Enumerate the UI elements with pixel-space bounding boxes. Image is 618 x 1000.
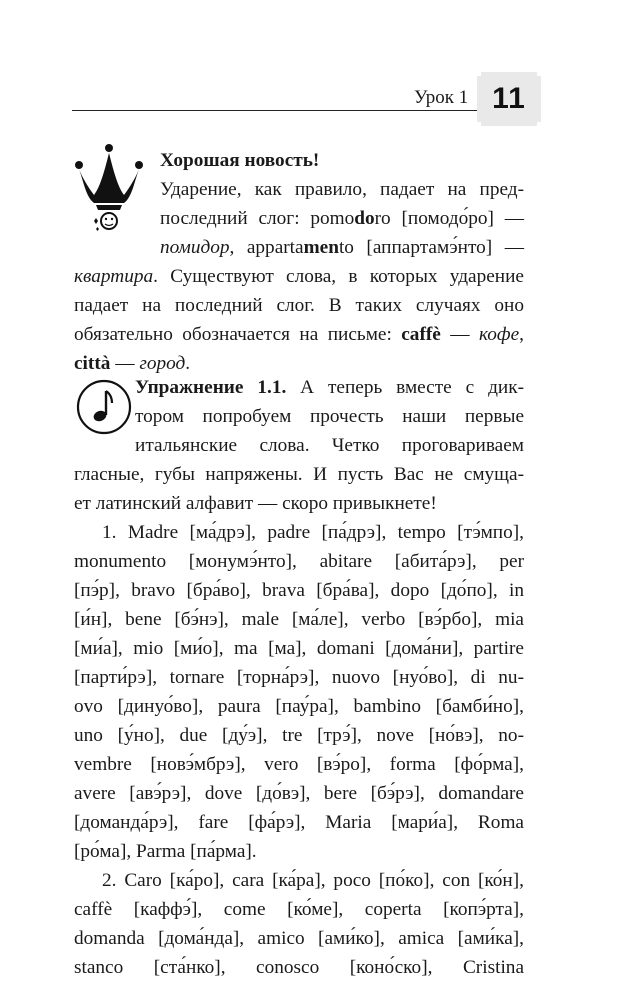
music-note-icon bbox=[76, 379, 132, 435]
list2-line: domanda [дома́нда], amico [ами́ко], amica [ами́ка], bbox=[74, 928, 524, 949]
list1-line: vembre [новэ́мбрэ], vero [вэ́ро], forma [фо́рма], bbox=[74, 754, 524, 775]
exercise-line-1: Упражнение 1.1. А теперь вместе с дик- bbox=[135, 377, 524, 398]
list1-line: [и́н], bene [бэ́нэ], male [ма́ле], verbo [вэ́рбо], mia bbox=[74, 609, 524, 630]
list1-line: 1. Madre [ма́дрэ], padre [па́дрэ], tempo [тэ́мпо], bbox=[102, 522, 524, 543]
list1-line: avere [авэ́рэ], dove [до́вэ], bere [бэ́рэ], domandare bbox=[74, 783, 524, 804]
page-number-box bbox=[477, 72, 541, 126]
note-line-3: помидор, appartamento [аппартамэ́нто] — bbox=[160, 237, 525, 258]
list1-line: monumento [монумэ́нто], abitare [абита́рэ], per bbox=[74, 551, 524, 572]
list1-line: ovo [динуо́во], paura [пау́ра], bambino [бамби́но], bbox=[74, 696, 524, 717]
list1-line: [доманда́рэ], fare [фа́рэ], Maria [мари́а], Roma bbox=[74, 812, 524, 833]
list2-line: stanco [ста́нко], conosco [коно́ско], Cristina bbox=[74, 957, 524, 978]
exercise-line-5: ет латинский алфавит — скоро привыкнете! bbox=[74, 493, 437, 514]
list2-line: caffè [каффэ́], come [ко́ме], coperta [копэ́рта], bbox=[74, 899, 524, 920]
exercise-line-3: итальянские слова. Четко проговариваем bbox=[135, 435, 524, 456]
header-rule bbox=[72, 110, 478, 111]
note-line-6: обязательно обозначается на письме: caffè — кофе, bbox=[74, 324, 524, 345]
page-number: 11 bbox=[492, 82, 526, 115]
exercise-line-2: тором попробуем прочесть наши первые bbox=[135, 406, 524, 427]
list1-line: uno [у́но], due [ду́э], tre [трэ́], nove [но́вэ], no- bbox=[74, 725, 524, 746]
list1-line: [ро́ма], Parma [па́рма]. bbox=[74, 841, 257, 862]
note-line-1: Ударение, как правило, падает на пред- bbox=[160, 179, 524, 200]
chapter-label: Урок 1 bbox=[414, 87, 469, 108]
note-line-4: квартира. Существуют слова, в которых ударение bbox=[74, 266, 524, 287]
list1-line: [ми́а], mio [ми́о], ma [ма], domani [дома́ни], partire bbox=[74, 638, 524, 659]
note-line-7: città — город. bbox=[74, 353, 191, 374]
note-title: Хорошая новость! bbox=[160, 150, 320, 171]
note-line-2: последний слог: pomodoro [помодо́ро] — bbox=[160, 208, 524, 229]
jester-icon bbox=[74, 143, 144, 231]
running-header bbox=[72, 88, 540, 114]
list1-line: [пэ́р], bravo [бра́во], brava [бра́ва], dopo [до́по], in bbox=[74, 580, 524, 601]
list2-line: 2. Caro [ка́ро], cara [ка́ра], poco [по́ко], con [ко́н], bbox=[102, 870, 524, 891]
exercise-line-4: гласные, губы напряжены. И пусть Вас не смуща- bbox=[74, 464, 524, 485]
list1-line: [парти́рэ], tornare [торна́рэ], nuovo [нуо́во], di nu- bbox=[74, 667, 524, 688]
note-line-5: падает на последний слог. В таких случаях оно bbox=[74, 295, 524, 316]
